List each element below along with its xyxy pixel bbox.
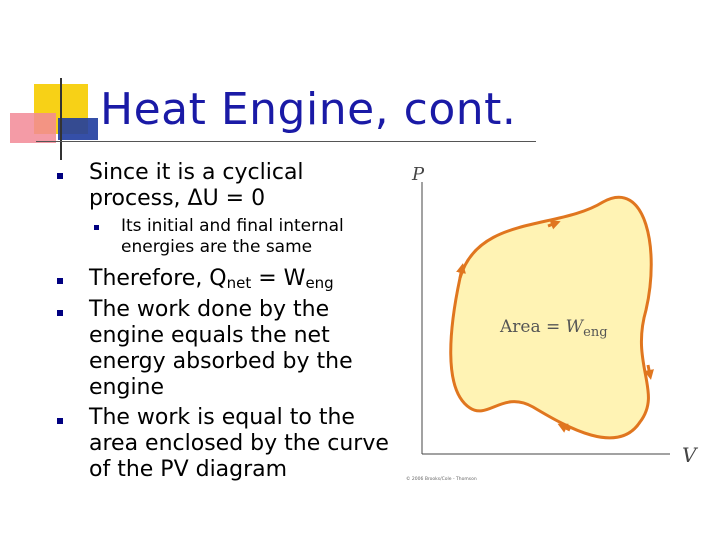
decor-red-block (10, 113, 56, 143)
area-prefix: Area = (500, 317, 566, 337)
bullet-marker (57, 310, 63, 316)
bullet-text-work-done: The work done by the engine equals the net energy absorbed by the engine (89, 297, 353, 400)
decor-vertical-line (60, 78, 62, 160)
credit-text: © 2006 Brooks/Cole - Thomson (406, 477, 477, 482)
bullet-marker (57, 173, 63, 179)
bullet-text-energies: Its initial and final internal energies are the same (121, 216, 344, 257)
decor-horizontal-line (36, 141, 536, 142)
bullet-text-cyclical: Since it is a cyclical process, ΔU = 0 (89, 160, 304, 211)
bullet-text-work-equal: The work is equal to the area enclosed by the curve of the PV diagram (89, 405, 389, 482)
w-subscript: eng (305, 274, 334, 292)
bullet-text-therefore (89, 266, 389, 296)
bullet-marker (57, 418, 63, 424)
pv-diagram (398, 160, 708, 490)
sub-bullet-marker (94, 225, 99, 230)
area-w: W (565, 317, 584, 337)
therefore-prefix: Therefore, Q (89, 266, 227, 291)
cycle-arrow-right (648, 365, 650, 375)
therefore-mid: = W (251, 266, 306, 291)
v-axis-label: V (682, 443, 697, 467)
bullet-marker (57, 278, 63, 284)
p-axis-label: P (412, 164, 425, 185)
q-subscript: net (226, 274, 252, 292)
decor-blue-block (58, 118, 98, 140)
cycle-arrow-left (460, 268, 462, 278)
slide-title: Heat Engine, cont. (100, 84, 517, 135)
area-sub: eng (583, 325, 608, 340)
